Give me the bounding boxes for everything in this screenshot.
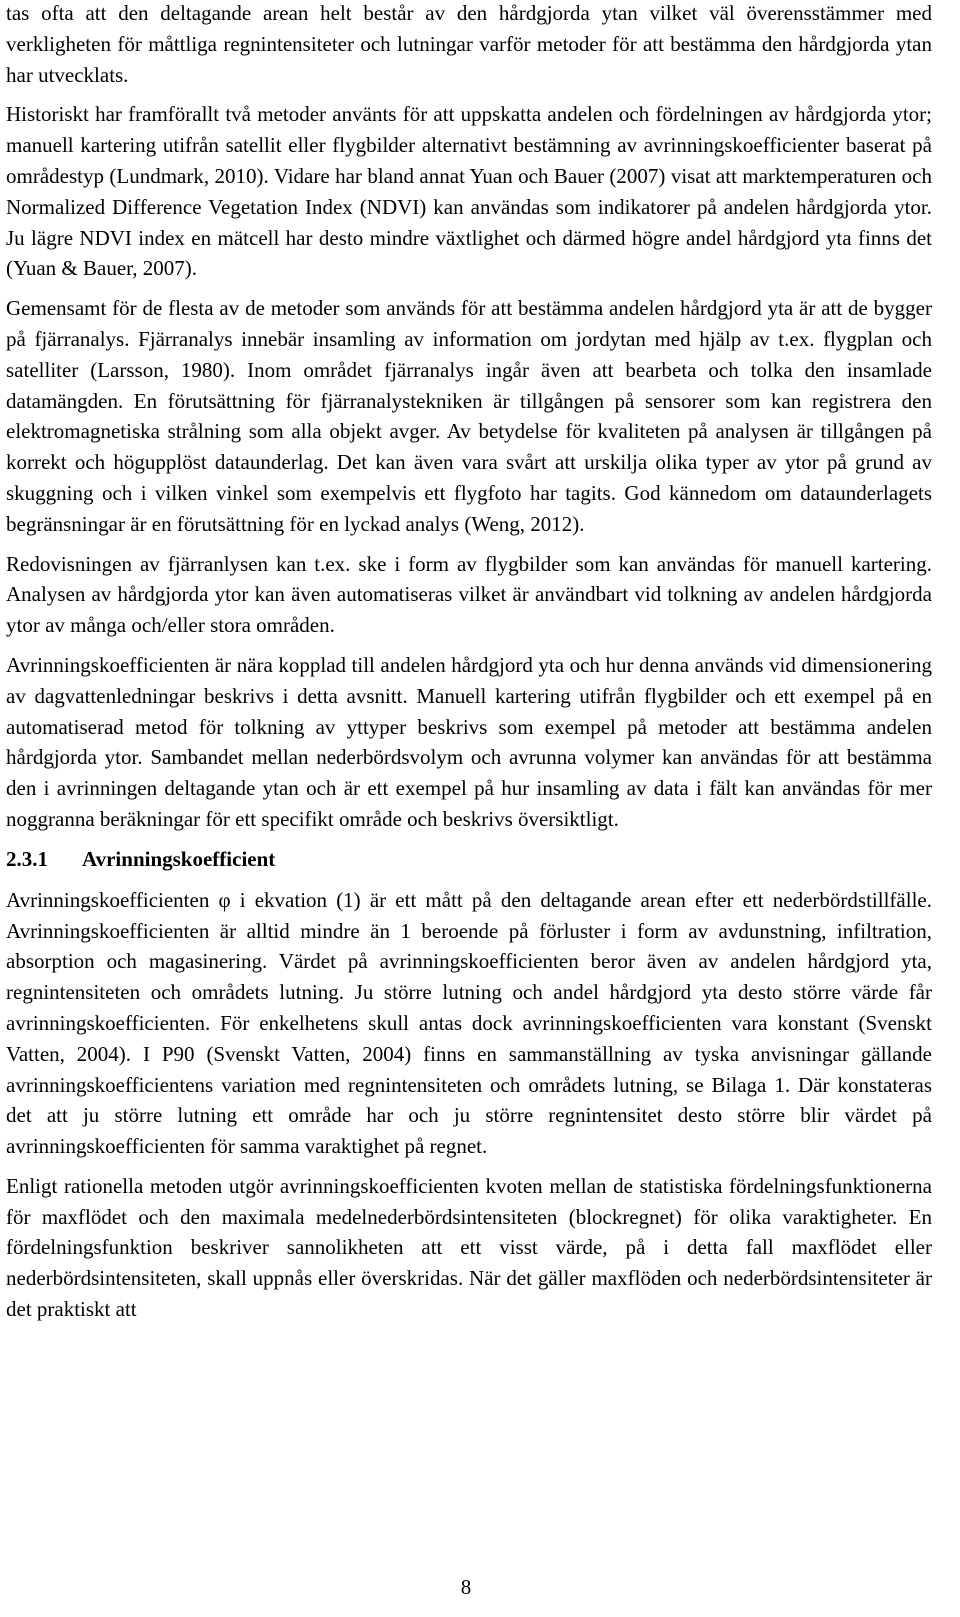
paragraph-historical-methods: Historiskt har framförallt två metoder använts för att uppskatta andelen och fördelningen av hårdgjorda ytor; manuell kartering utifrån satellit eller flygbilder alternativt bestämning av avrinningskoefficienter baserat på områdestyp (Lundmark, 2010). Vidare har bland annat Yuan och Bauer (2007) visat att marktemperaturen och Normalized Difference Vegetation Index (NDVI) kan användas som indikatorer på andelen hårdgjorda ytor. Ju lägre NDVI index en mätcell har desto mindre växtlighet och därmed högre andel hårdgjord yta finns det (Yuan & Bauer, 2007). [6, 102, 932, 281]
page-number: 8 [460, 1575, 472, 1599]
paragraph-runoff-overview: Avrinningskoefficienten är nära kopplad till andelen hårdgjord yta och hur denna används vid dimensionering av dagvattenledningar beskrivs i detta avsnitt. Manuell kartering utifrån flygbilder och ett exempel på en automatiserad metod för tolkning av yttyper beskrivs som exempel på metoder att bestämma andelen hårdgjorda ytor. Sambandet mellan nederbördsvolym och avrunna volymer kan användas för att bestämma den i avrinningen deltagande ytan och är ett exempel på hur insamling av data i fält kan användas för mer noggranna beräkningar för ett specifikt område och beskrivs översiktligt. [6, 652, 932, 831]
section-heading [6, 844, 932, 874]
body-text [6, 0, 932, 1334]
paragraph-rational-method: Enligt rationella metoden utgör avrinningskoefficienten kvoten mellan de statistiska fördelningsfunktionerna för maxflödet och den maximala medelnederbördsintensiteten (blockregnet) för olika varaktigheter. En fördelningsfunktion beskriver sannolikheten att ett visst värde, på i detta fall maxflödet eller nederbördsintensiteten, skall uppnås eller överskridas. När det gäller maxflöden och nederbördsintensiteter är det praktiskt att [6, 1173, 932, 1322]
paragraph-continued: tas ofta att den deltagande arean helt består av den hårdgjorda ytan vilket väl överensstämmer med verkligheten för måttliga regnintensiteter och lutningar varför metoder för att bestämma den hårdgjorda ytan har utvecklats. [6, 1, 932, 87]
paragraph-remote-sensing: Gemensamt för de flesta av de metoder som används för att bestämma andelen hårdgjord yta är att de bygger på fjärranalys. Fjärranalys innebär insamling av information om jordytan med hjälp av t.ex. flygplan och satelliter (Larsson, 1980). Inom området fjärranalys ingår även att bearbeta och tolka den insamlade datamängden. En förutsättning för fjärranalystekniken är tillgången på sensorer som kan registrera den elektromagnetiska strålning som alla objekt avger. Av betydelse för kvaliteten på analysen är tillgången på korrekt och högupplöst dataunderlag. Det kan även vara svårt att urskilja olika typer av ytor på grund av skuggning och i vilken vinkel som exempelvis ett flygfoto har tagits. God kännedom om dataunderlagets begränsningar är en förutsättning för en lyckad analys (Weng, 2012). [6, 296, 932, 536]
paragraph-runoff-coefficient: Avrinningskoefficienten φ i ekvation (1) är ett mått på den deltagande arean efter ett nederbördstillfälle. Avrinningskoefficienten är alltid mindre än 1 beroende på förluster i form av avdunstning, infiltration, absorption och magasinering. Värdet på avrinningskoefficienten beror även av andelen hårdgjord yta, regnintensiteten och områdets lutning. Ju större lutning och andel hårdgjord yta desto större värde får avrinningskoefficienten. För enkelhetens skull antas dock avrinningskoefficienten vara konstant (Svenskt Vatten, 2004). I P90 (Svenskt Vatten, 2004) finns en sammanställning av tyska anvisningar gällande avrinningskoefficientens variation med regnintensiteten och områdets lutning, se Bilaga 1. Där konstateras det att ju större lutning ett område har och ju större regnintensitet desto större blir värdet på avrinningskoefficienten för samma varaktighet på regnet. [6, 887, 932, 1159]
section-number: 2.3.1 [6, 846, 48, 871]
section-title: Avrinningskoefficient [82, 846, 276, 871]
paragraph-presentation: Redovisningen av fjärranlysen kan t.ex. ske i form av flygbilder som kan användas för manuell kartering. Analysen av hårdgjorda ytor kan även automatiseras vilket är användbart vid tolkning av andelen hårdgjorda ytor av många och/eller stora områden. [6, 551, 932, 638]
